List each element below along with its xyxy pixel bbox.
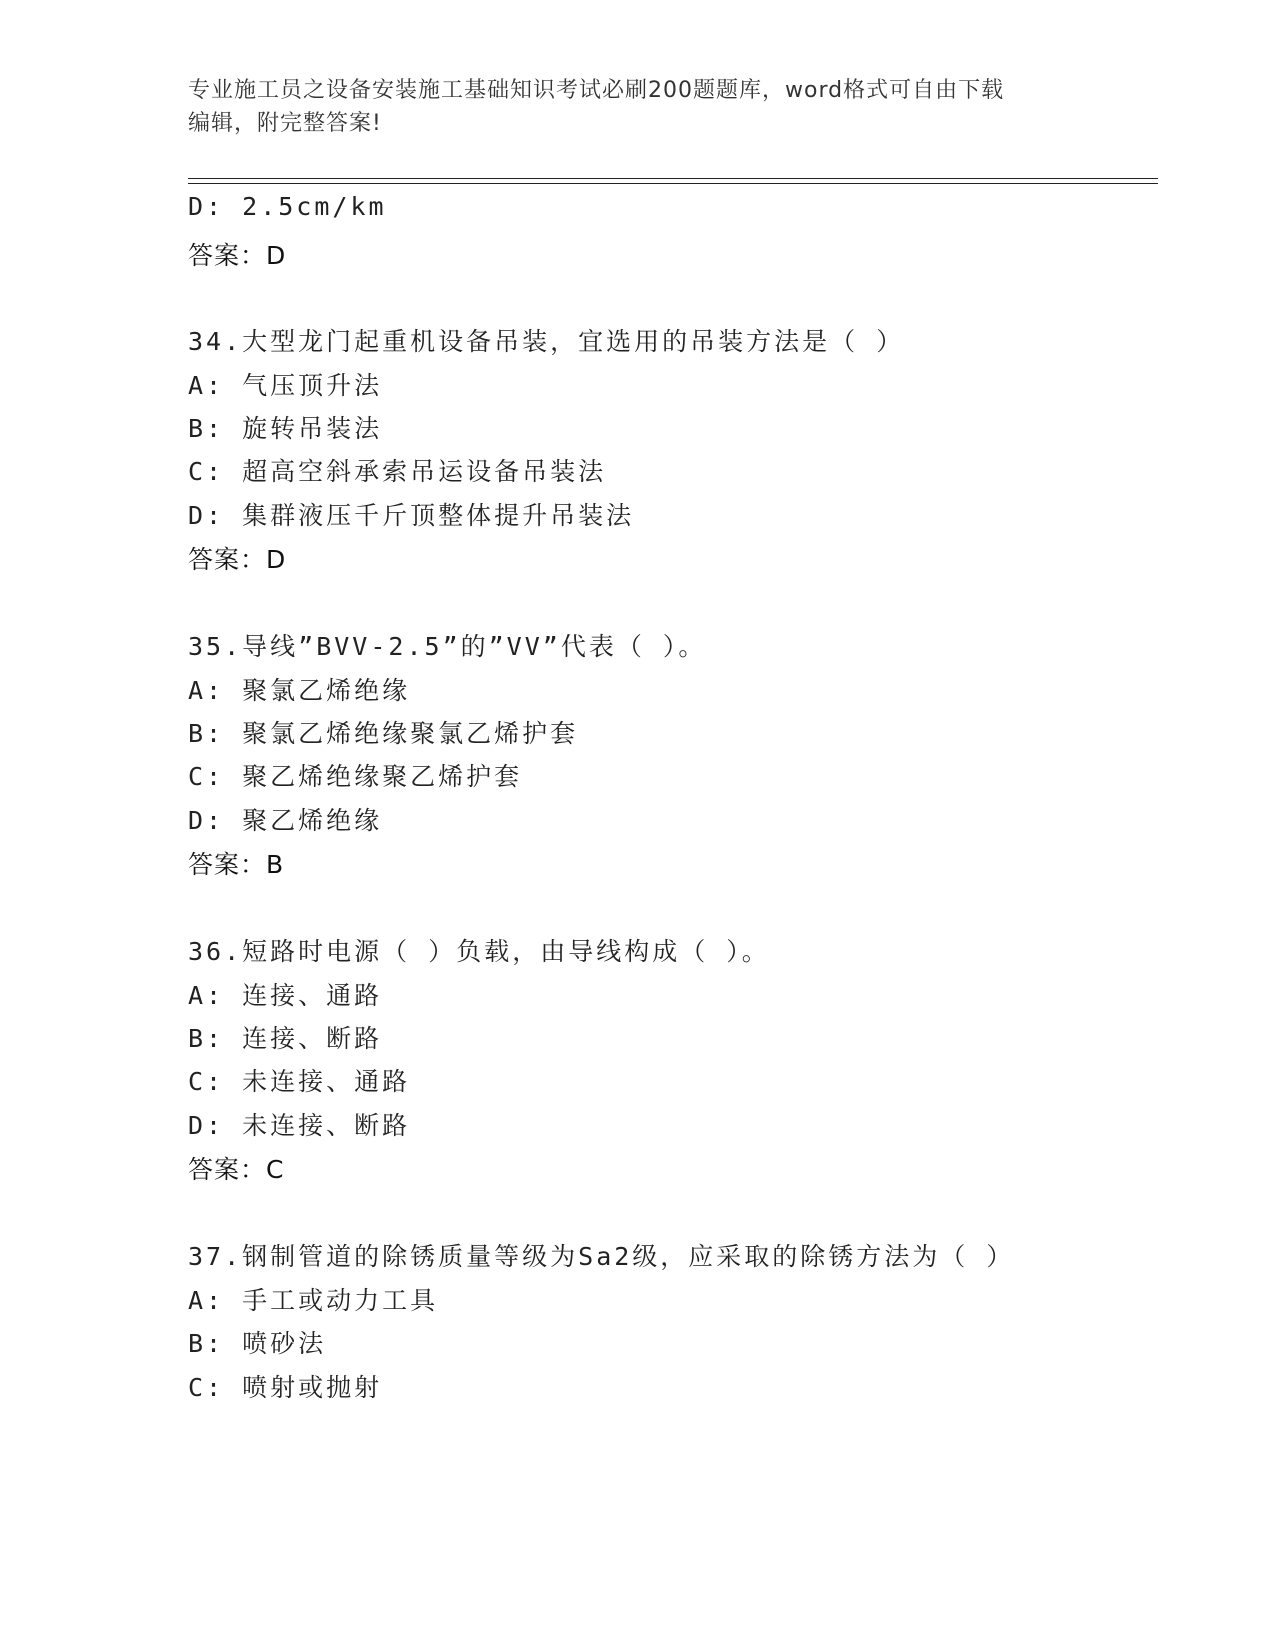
q35-option-d: D: 聚乙烯绝缘 [188, 806, 383, 835]
q37-option-a: A: 手工或动力工具 [188, 1286, 439, 1315]
q36-option-b: B: 连接、断路 [188, 1024, 383, 1053]
q37-option-b: B: 喷砂法 [188, 1329, 327, 1358]
q37-option-c: C: 喷射或抛射 [188, 1373, 383, 1402]
q34-answer: 答案：D [188, 545, 287, 574]
q36-option-d: D: 未连接、断路 [188, 1111, 411, 1140]
q34-option-b: B: 旋转吊装法 [188, 414, 383, 443]
header-divider-bottom [188, 183, 1158, 184]
q33-answer: 答案：D [188, 241, 287, 270]
header-line-2: 编辑，附完整答案! [188, 111, 382, 136]
q35-option-c: C: 聚乙烯绝缘聚乙烯护套 [188, 762, 523, 791]
q35-option-b: B: 聚氯乙烯绝缘聚氯乙烯护套 [188, 719, 579, 748]
q35-answer: 答案：B [188, 850, 285, 879]
document-header [188, 74, 1068, 140]
q35-question: 35.导线”BVV-2.5”的”VV”代表（ ）。 [188, 632, 707, 661]
q34-option-c: C: 超高空斜承索吊运设备吊装法 [188, 457, 607, 486]
q34-option-a: A: 气压顶升法 [188, 371, 383, 400]
header-divider-top [188, 178, 1158, 179]
q36-option-a: A: 连接、通路 [188, 981, 383, 1010]
q36-answer: 答案：C [188, 1155, 285, 1184]
header-line-1: 专业施工员之设备安装施工基础知识考试必刷200题题库，word格式可自由下载 [188, 78, 1005, 103]
q36-question: 36.短路时电源（ ）负载，由导线构成（ ）。 [188, 937, 770, 966]
q34-question: 34.大型龙门起重机设备吊装，宜选用的吊装方法是（ ） [188, 327, 905, 356]
q36-option-c: C: 未连接、通路 [188, 1067, 411, 1096]
q37-question: 37.钢制管道的除锈质量等级为Sa2级，应采取的除锈方法为（ ） [188, 1242, 1015, 1271]
q33-option-d: D: 2.5cm/km [188, 192, 387, 221]
q35-option-a: A: 聚氯乙烯绝缘 [188, 676, 411, 705]
q34-option-d: D: 集群液压千斤顶整体提升吊装法 [188, 501, 635, 530]
